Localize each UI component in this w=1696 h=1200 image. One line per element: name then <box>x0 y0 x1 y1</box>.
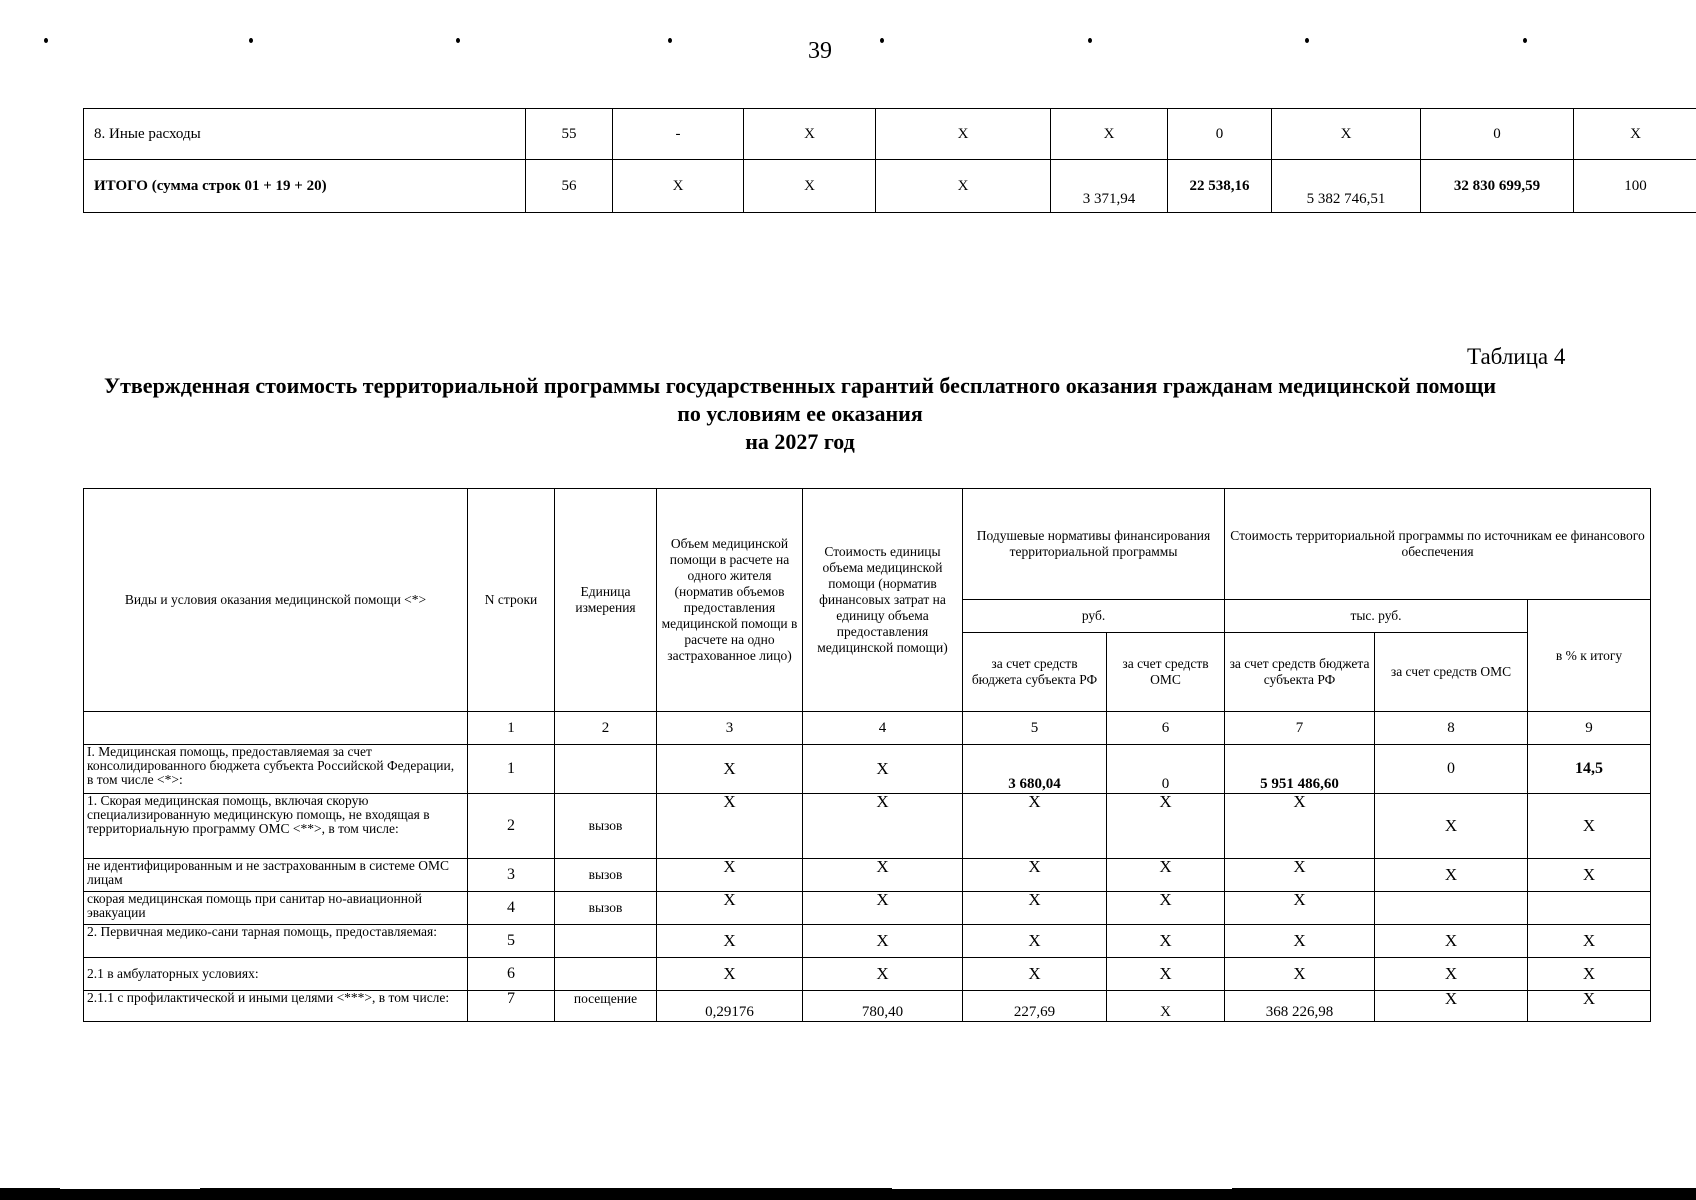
row-label: 2.1 в амбулаторных условиях: <box>84 958 468 991</box>
cell: Х <box>1107 859 1225 892</box>
cell: Х <box>803 892 963 925</box>
header-per-capita: Подушевые нормативы финансирования территориальной программы <box>963 489 1225 600</box>
cell: Х <box>803 925 963 958</box>
header-unit: Единица измерения <box>555 489 657 712</box>
table-caption: Таблица 4 <box>1467 344 1566 369</box>
scan-dot <box>44 38 48 43</box>
cell: 227,69 <box>963 991 1107 1022</box>
total-row <box>84 160 1696 213</box>
cell: Х <box>1375 991 1528 1022</box>
header-oms: за счет средств ОМС <box>1107 633 1225 712</box>
scan-dot <box>456 38 460 43</box>
row-label: не идентифицированным и не застрахованным в системе ОМС лицам <box>84 859 468 892</box>
scan-dot <box>1523 38 1527 43</box>
cell: Х <box>1375 958 1528 991</box>
cell: - <box>613 109 744 160</box>
column-number: 7 <box>1225 712 1375 745</box>
table-row <box>84 794 1651 859</box>
cell: Х <box>963 859 1107 892</box>
cell: посещение <box>555 991 657 1022</box>
cell: Х <box>1528 958 1651 991</box>
scan-edge-gap <box>892 1186 1232 1189</box>
table-row <box>84 745 1651 794</box>
cell: 0 <box>1168 109 1272 160</box>
scan-dot <box>1088 38 1092 43</box>
cell: Х <box>963 958 1107 991</box>
cell: 0 <box>1421 109 1574 160</box>
row-label: ИТОГО (сумма строк 01 + 19 + 20) <box>84 160 526 213</box>
cell: 5 951 486,60 <box>1225 745 1375 794</box>
cell: 368 226,98 <box>1225 991 1375 1022</box>
cell: Х <box>1225 925 1375 958</box>
header-oms-thous: за счет средств ОМС <box>1375 633 1528 712</box>
cell: Х <box>657 794 803 859</box>
cell: 32 830 699,59 <box>1421 160 1574 213</box>
cell: Х <box>1107 794 1225 859</box>
cell: 14,5 <box>1528 745 1651 794</box>
cell: 55 <box>526 109 613 160</box>
row-label: скорая медицинская помощь при санитар но-авиационной эвакуации <box>84 892 468 925</box>
cell: Х <box>803 859 963 892</box>
cell: 56 <box>526 160 613 213</box>
column-number: 8 <box>1375 712 1528 745</box>
cell: 2 <box>468 794 555 859</box>
cell: 1 <box>468 745 555 794</box>
cell: Х <box>1107 958 1225 991</box>
cell: Х <box>657 859 803 892</box>
cell: Х <box>1528 794 1651 859</box>
cell: 780,40 <box>803 991 963 1022</box>
header-cost: Стоимость единицы объема медицинской помощи (норматив финансовых затрат на единицу объема предоставления медицинской помощи) <box>803 489 963 712</box>
cell: 0 <box>1375 745 1528 794</box>
row-label: 2.1.1 с профилактической и иными целями <***>, в том числе: <box>84 991 468 1022</box>
column-number: 2 <box>555 712 657 745</box>
cell: Х <box>1225 859 1375 892</box>
cell: 5 <box>468 925 555 958</box>
header-budget-rf: за счет средств бюджета субъекта РФ <box>963 633 1107 712</box>
cell: Х <box>1107 925 1225 958</box>
cell: Х <box>1375 859 1528 892</box>
table-row <box>84 925 1651 958</box>
table-row <box>84 958 1651 991</box>
cell: Х <box>1528 925 1651 958</box>
cell: Х <box>1051 109 1168 160</box>
cell <box>555 958 657 991</box>
cell: 22 538,16 <box>1168 160 1272 213</box>
cell: 0 <box>1107 745 1225 794</box>
table-row <box>84 892 1651 925</box>
column-number: 1 <box>468 712 555 745</box>
table-title <box>0 372 1600 456</box>
cell: 7 <box>468 991 555 1022</box>
cell: Х <box>744 109 876 160</box>
cell: 100 <box>1574 160 1696 213</box>
header-kinds: Виды и условия оказания медицинской помощи <*> <box>84 489 468 712</box>
cell: Х <box>963 892 1107 925</box>
cell: вызов <box>555 794 657 859</box>
cell: Х <box>1375 925 1528 958</box>
cell <box>1528 892 1651 925</box>
scan-edge <box>0 1188 1696 1200</box>
title-line: на 2027 год <box>745 429 855 454</box>
column-number: 4 <box>803 712 963 745</box>
cell: Х <box>1107 991 1225 1022</box>
cell: Х <box>803 745 963 794</box>
page-number: 39 <box>808 38 832 64</box>
column-numbers-row <box>84 712 1651 745</box>
cell: 0,29176 <box>657 991 803 1022</box>
row-label: 8. Иные расходы <box>84 109 526 160</box>
cell: Х <box>1528 859 1651 892</box>
cell: Х <box>657 892 803 925</box>
title-line: по условиям ее оказания <box>677 401 923 426</box>
cell: Х <box>1272 109 1421 160</box>
column-number: 6 <box>1107 712 1225 745</box>
cell: Х <box>963 794 1107 859</box>
cell: Х <box>744 160 876 213</box>
cell: Х <box>657 925 803 958</box>
cell: вызов <box>555 859 657 892</box>
cell: Х <box>876 160 1051 213</box>
cell: 6 <box>468 958 555 991</box>
cell: 4 <box>468 892 555 925</box>
cell: Х <box>803 958 963 991</box>
cell <box>555 745 657 794</box>
column-number: 3 <box>657 712 803 745</box>
cell: Х <box>1574 109 1696 160</box>
cell: Х <box>1375 794 1528 859</box>
cell: Х <box>657 958 803 991</box>
title-line: Утвержденная стоимость территориальной программы государственных гарантий бесплатного оказания гражданам медицинской помощи <box>103 373 1497 398</box>
row-label: 2. Первичная медико-сани тарная помощь, предоставляемая: <box>84 925 468 958</box>
header-rub: руб. <box>963 600 1225 633</box>
table-row <box>84 991 1651 1022</box>
cell: Х <box>1225 958 1375 991</box>
header-percent: в % к итогу <box>1528 600 1651 712</box>
cell: Х <box>876 109 1051 160</box>
row-label: I. Медицинская помощь, предоставляемая за счет консолидированного бюджета субъекта Российской Федерации, в том числе <*>: <box>84 745 468 794</box>
cell <box>555 925 657 958</box>
cell: 5 382 746,51 <box>1272 160 1421 213</box>
scan-dot <box>880 38 884 43</box>
header-program-cost: Стоимость территориальной программы по источникам ее финансового обеспечения <box>1225 489 1651 600</box>
scan-edge-gap <box>60 1186 200 1189</box>
cell: Х <box>963 925 1107 958</box>
scan-dot <box>1305 38 1309 43</box>
column-number: 5 <box>963 712 1107 745</box>
cell: Х <box>803 794 963 859</box>
cell: Х <box>613 160 744 213</box>
cell: Х <box>1225 794 1375 859</box>
header-volume: Объем медицинской помощи в расчете на одного жителя (норматив объемов предоставления медицинской помощи в расчете на одно застрахованное лицо) <box>657 489 803 712</box>
cell: 3 371,94 <box>1051 160 1168 213</box>
scan-dot <box>249 38 253 43</box>
table-row <box>84 109 1696 160</box>
cost-table <box>83 488 1651 1022</box>
column-number <box>84 712 468 745</box>
header-row-no: N строки <box>468 489 555 712</box>
header-budget-rf-thous: за счет средств бюджета субъекта РФ <box>1225 633 1375 712</box>
cell: Х <box>657 745 803 794</box>
header-thous-rub: тыс. руб. <box>1225 600 1528 633</box>
table-row <box>84 859 1651 892</box>
cell: 3 <box>468 859 555 892</box>
cell: Х <box>1225 892 1375 925</box>
cell: Х <box>1107 892 1225 925</box>
scan-dot <box>668 38 672 43</box>
column-number: 9 <box>1528 712 1651 745</box>
previous-table-end <box>83 108 1696 213</box>
cell: 3 680,04 <box>963 745 1107 794</box>
row-label: 1. Скорая медицинская помощь, включая скорую специализированную медицинскую помощь, не входящая в территориальную программу ОМС <**>, в том числе: <box>84 794 468 859</box>
header-row <box>84 489 1651 600</box>
cell <box>1375 892 1528 925</box>
cell: Х <box>1528 991 1651 1022</box>
cell: вызов <box>555 892 657 925</box>
